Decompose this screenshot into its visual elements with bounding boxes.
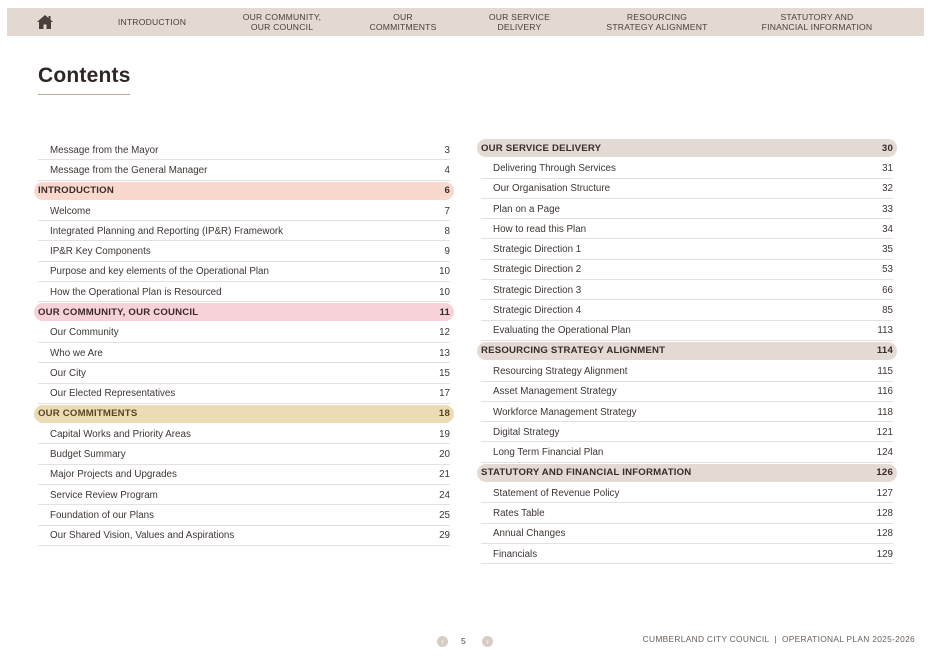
toc-label: Our Community (50, 327, 119, 339)
toc-entry-long-term-financial-plan[interactable] (477, 442, 897, 462)
nav-our-community-our-council[interactable]: OUR COMMUNITY, OUR COUNCIL (242, 11, 322, 32)
toc-entry-digital-strategy[interactable] (477, 422, 897, 442)
toc-entry-budget-summary[interactable] (34, 444, 454, 464)
toc-entry-our-shared-vision-values-and-aspirations[interactable] (34, 526, 454, 546)
toc-page-number: 3 (444, 144, 450, 156)
toc-page-number: 18 (438, 408, 450, 420)
toc-label: Rates Table (493, 507, 545, 519)
footer-document-title: OPERATIONAL PLAN 2025-2026 (781, 634, 915, 644)
toc-entry-strategic-direction-4[interactable] (477, 300, 897, 320)
footer-organisation: CUMBERLAND CITY COUNCIL (642, 634, 770, 644)
toc-entry-service-review-program[interactable] (34, 485, 454, 505)
toc-label: Asset Management Strategy (493, 386, 617, 398)
toc-label: Strategic Direction 2 (493, 264, 582, 276)
toc-label: Purpose and key elements of the Operational Plan (50, 266, 269, 278)
toc-page-number: 24 (439, 489, 450, 501)
toc-page-number: 25 (439, 509, 450, 521)
toc-label: Budget Summary (50, 449, 126, 461)
toc-label: Welcome (50, 205, 91, 217)
nav-statutory-financial-information[interactable]: STATUTORY AND FINANCIAL INFORMATION (761, 11, 873, 32)
toc-label: Financials (493, 548, 538, 560)
top-navigation (7, 8, 924, 36)
toc-entry-financials[interactable] (477, 544, 897, 564)
toc-label: Service Review Program (50, 489, 158, 501)
toc-page-number: 121 (876, 426, 893, 438)
toc-label: Long Term Financial Plan (493, 447, 604, 459)
toc-page-number: 13 (439, 347, 450, 359)
toc-entry-ipandr-key-components[interactable] (34, 241, 454, 261)
toc-label: Message from the Mayor (50, 144, 159, 156)
toc-page-number: 113 (877, 325, 893, 337)
toc-label: Capital Works and Priority Areas (50, 428, 191, 440)
toc-section-our-service-delivery[interactable] (477, 139, 897, 157)
contents-right-column (477, 138, 897, 564)
toc-entry-strategic-direction-2[interactable] (477, 260, 897, 280)
toc-page-number: 4 (444, 164, 450, 176)
toc-section-statutory-and-financial-information[interactable] (477, 464, 897, 482)
chevron-left-icon[interactable]: ‹ (437, 636, 448, 647)
title-underline (38, 94, 130, 95)
toc-entry-how-to-read-this-plan[interactable] (477, 219, 897, 239)
page-number: 5 (461, 636, 466, 646)
toc-entry-capital-works-and-priority-areas[interactable] (34, 424, 454, 444)
toc-label: Our Organisation Structure (493, 183, 611, 195)
toc-label: Our City (50, 367, 86, 379)
toc-entry-our-organisation-structure[interactable] (477, 179, 897, 199)
toc-page-number: 128 (876, 528, 893, 540)
chevron-right-icon[interactable]: › (482, 636, 493, 647)
toc-label: Annual Changes (493, 528, 566, 540)
toc-section-our-commitments[interactable] (34, 405, 454, 423)
toc-page-number: 85 (882, 305, 893, 317)
toc-entry-purpose-and-key-elements-of-the-operational-plan[interactable] (34, 262, 454, 282)
toc-entry-message-from-the-general-manager[interactable] (34, 160, 454, 180)
toc-label: Strategic Direction 4 (493, 305, 582, 317)
nav-our-service-delivery[interactable]: OUR SERVICE DELIVERY (488, 11, 551, 32)
toc-label: Digital Strategy (493, 426, 560, 438)
toc-entry-evaluating-the-operational-plan[interactable] (477, 321, 897, 341)
toc-page-number: 9 (444, 246, 450, 258)
nav-resourcing-strategy-alignment[interactable]: RESOURCING STRATEGY ALIGNMENT (606, 11, 708, 32)
toc-page-number: 35 (882, 244, 893, 256)
home-icon[interactable] (36, 14, 54, 30)
toc-page-number: 32 (882, 183, 893, 195)
toc-entry-workforce-management-strategy[interactable] (477, 402, 897, 422)
toc-page-number: 10 (439, 286, 450, 298)
toc-entry-our-city[interactable] (34, 363, 454, 383)
toc-section-our-community-our-council[interactable] (34, 303, 454, 321)
toc-label: Delivering Through Services (493, 162, 616, 174)
toc-entry-asset-management-strategy[interactable] (477, 382, 897, 402)
toc-page-number: 17 (439, 388, 450, 400)
footer-document-info (643, 634, 915, 644)
toc-section-resourcing-strategy-alignment[interactable] (477, 342, 897, 360)
toc-label: OUR SERVICE DELIVERY (481, 142, 602, 154)
toc-label: Strategic Direction 1 (493, 244, 582, 256)
toc-label: Integrated Planning and Reporting (IP&R) Framework (50, 225, 284, 237)
toc-label: Who we Are (50, 347, 103, 359)
toc-entry-foundation-of-our-plans[interactable] (34, 505, 454, 525)
toc-label: Foundation of our Plans (50, 509, 155, 521)
toc-page-number: 31 (882, 162, 893, 174)
toc-entry-statement-of-revenue-policy[interactable] (477, 483, 897, 503)
toc-page-number: 29 (439, 530, 450, 542)
toc-label: Our Elected Representatives (50, 388, 176, 400)
toc-page-number: 6 (444, 185, 450, 197)
toc-page-number: 126 (876, 467, 893, 479)
toc-entry-resourcing-strategy-alignment[interactable] (477, 361, 897, 381)
toc-page-number: 11 (439, 306, 450, 318)
toc-page-number: 116 (877, 386, 893, 398)
toc-label: OUR COMMUNITY, OUR COUNCIL (38, 306, 199, 318)
toc-entry-how-the-operational-plan-is-resourced[interactable] (34, 282, 454, 302)
page-title: Contents (38, 64, 131, 87)
toc-entry-delivering-through-services[interactable] (477, 158, 897, 178)
toc-entry-our-elected-representatives[interactable] (34, 384, 454, 404)
toc-entry-who-we-are[interactable] (34, 343, 454, 363)
toc-label: Evaluating the Operational Plan (493, 325, 631, 337)
toc-label: How to read this Plan (493, 223, 587, 235)
toc-label: Resourcing Strategy Alignment (493, 365, 628, 377)
toc-page-number: 115 (877, 365, 893, 377)
footer-separator: | (774, 634, 777, 644)
toc-page-number: 124 (876, 447, 893, 459)
toc-label: Message from the General Manager (50, 164, 208, 176)
toc-label: RESOURCING STRATEGY ALIGNMENT (481, 345, 666, 357)
toc-entry-plan-on-a-page[interactable] (477, 199, 897, 219)
toc-page-number: 118 (877, 406, 893, 418)
toc-section-introduction[interactable] (34, 182, 454, 200)
toc-label: STATUTORY AND FINANCIAL INFORMATION (481, 467, 692, 479)
toc-page-number: 8 (444, 225, 450, 237)
toc-label: Statement of Revenue Policy (493, 487, 620, 499)
toc-label: Workforce Management Strategy (493, 406, 637, 418)
toc-entry-message-from-the-mayor[interactable] (34, 140, 454, 160)
toc-label: Major Projects and Upgrades (50, 469, 177, 481)
toc-page-number: 66 (882, 284, 893, 296)
toc-page-number: 21 (439, 469, 450, 481)
toc-entry-our-community[interactable] (34, 323, 454, 343)
toc-entry-strategic-direction-1[interactable] (477, 239, 897, 259)
toc-entry-rates-table[interactable] (477, 503, 897, 523)
toc-page-number: 10 (439, 266, 450, 278)
toc-label: Plan on a Page (493, 203, 560, 215)
toc-page-number: 33 (882, 203, 893, 215)
toc-page-number: 34 (882, 223, 893, 235)
toc-label: Our Shared Vision, Values and Aspirations (50, 530, 235, 542)
toc-page-number: 127 (876, 487, 893, 499)
toc-page-number: 12 (439, 327, 450, 339)
toc-label: IP&R Key Components (50, 246, 151, 258)
toc-page-number: 114 (876, 345, 893, 357)
toc-entry-welcome[interactable] (34, 201, 454, 221)
toc-page-number: 19 (439, 428, 450, 440)
toc-page-number: 20 (439, 449, 450, 461)
toc-page-number: 30 (881, 142, 893, 154)
nav-our-commitments[interactable]: OUR COMMITMENTS (369, 11, 437, 32)
toc-entry-major-projects-and-upgrades[interactable] (34, 465, 454, 485)
toc-label: Strategic Direction 3 (493, 284, 582, 296)
toc-entry-integrated-planning-and-reporting-ipandr-framework[interactable] (34, 221, 454, 241)
toc-label: How the Operational Plan is Resourced (50, 286, 222, 298)
toc-label: INTRODUCTION (38, 185, 114, 197)
toc-page-number: 53 (882, 264, 893, 276)
toc-page-number: 128 (876, 507, 893, 519)
toc-entry-annual-changes[interactable] (477, 524, 897, 544)
toc-entry-strategic-direction-3[interactable] (477, 280, 897, 300)
toc-page-number: 7 (444, 205, 450, 217)
toc-page-number: 15 (439, 367, 450, 379)
nav-introduction[interactable]: INTRODUCTION (117, 16, 187, 27)
contents-left-column (34, 140, 454, 546)
toc-page-number: 129 (876, 548, 893, 560)
toc-label: OUR COMMITMENTS (38, 408, 138, 420)
